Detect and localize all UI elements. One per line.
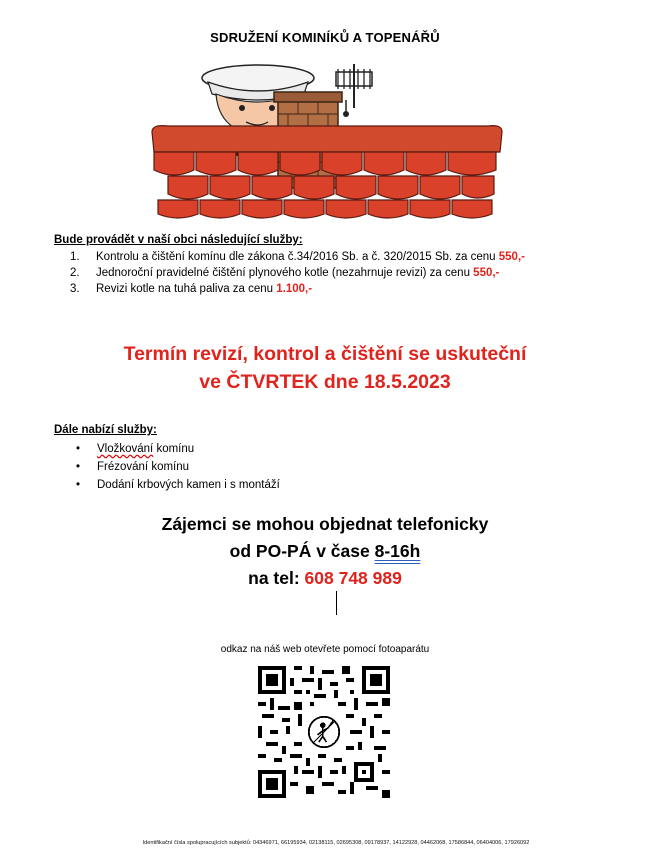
contact-line-3: na tel: 608 748 989 xyxy=(248,568,402,588)
list-item: • Vložkování komínu xyxy=(76,443,195,455)
sweep-brush-icon xyxy=(336,64,372,117)
contact-line-1: Zájemci se mohou objednat telefonicky xyxy=(161,514,489,534)
list-item: 1. Kontrolu a čištění komínu dle zákona č.34/2016 Sb. a č. 320/2015 Sb. za cenu 550,- xyxy=(70,251,525,263)
contact-block xyxy=(0,511,650,592)
list-item: • Dodání krbových kamen i s montáží xyxy=(76,479,280,491)
text-cursor xyxy=(336,591,337,615)
list-item: 3. Revizi kotle na tuhá paliva za cenu 1.100,- xyxy=(70,283,313,295)
opening-hours: 8-16h xyxy=(374,541,421,561)
services-list xyxy=(70,249,525,297)
list-item: • Frézování komínu xyxy=(76,461,190,473)
page-title: SDRUŽENÍ KOMINÍKŮ A TOPENÁŘŮ xyxy=(210,30,440,45)
contact-line-2: od PO-PÁ v čase 8-16h xyxy=(229,541,421,561)
price: 550,- xyxy=(498,251,525,263)
more-services-heading: Dále nabízí služby: xyxy=(54,424,157,436)
roof-tiles-icon xyxy=(152,126,502,218)
price: 1.100,- xyxy=(276,283,313,295)
list-item: 2. Jednoroční pravidelné čištění plynového kotle (nezahrnuje revizi) za cenu 550,- xyxy=(70,267,500,279)
qr-caption: odkaz na náš web otevřete pomocí fotoaparátu xyxy=(220,644,430,655)
footer-text: Identifikační čísla spolupracujících subjektů: 04346971, 66195934, 02138115, 02695308, 09178937, 14122928, 04462068, 17586844, 06404006, 17926092 xyxy=(142,840,530,846)
qr-code-icon[interactable] xyxy=(258,666,390,798)
announcement-line-2: ve ČTVRTEK dne 18.5.2023 xyxy=(199,371,451,393)
more-services-list xyxy=(76,440,280,494)
announcement-line-1: Termín revizí, kontrol a čištění se uskuteční xyxy=(123,343,527,365)
chimney-sweep-illustration xyxy=(148,60,506,222)
services-heading: Bude provádět v naší obci následující služby: xyxy=(54,234,303,246)
price: 550,- xyxy=(473,267,500,279)
phone-number[interactable]: 608 748 989 xyxy=(304,568,402,588)
announcement xyxy=(0,340,650,396)
